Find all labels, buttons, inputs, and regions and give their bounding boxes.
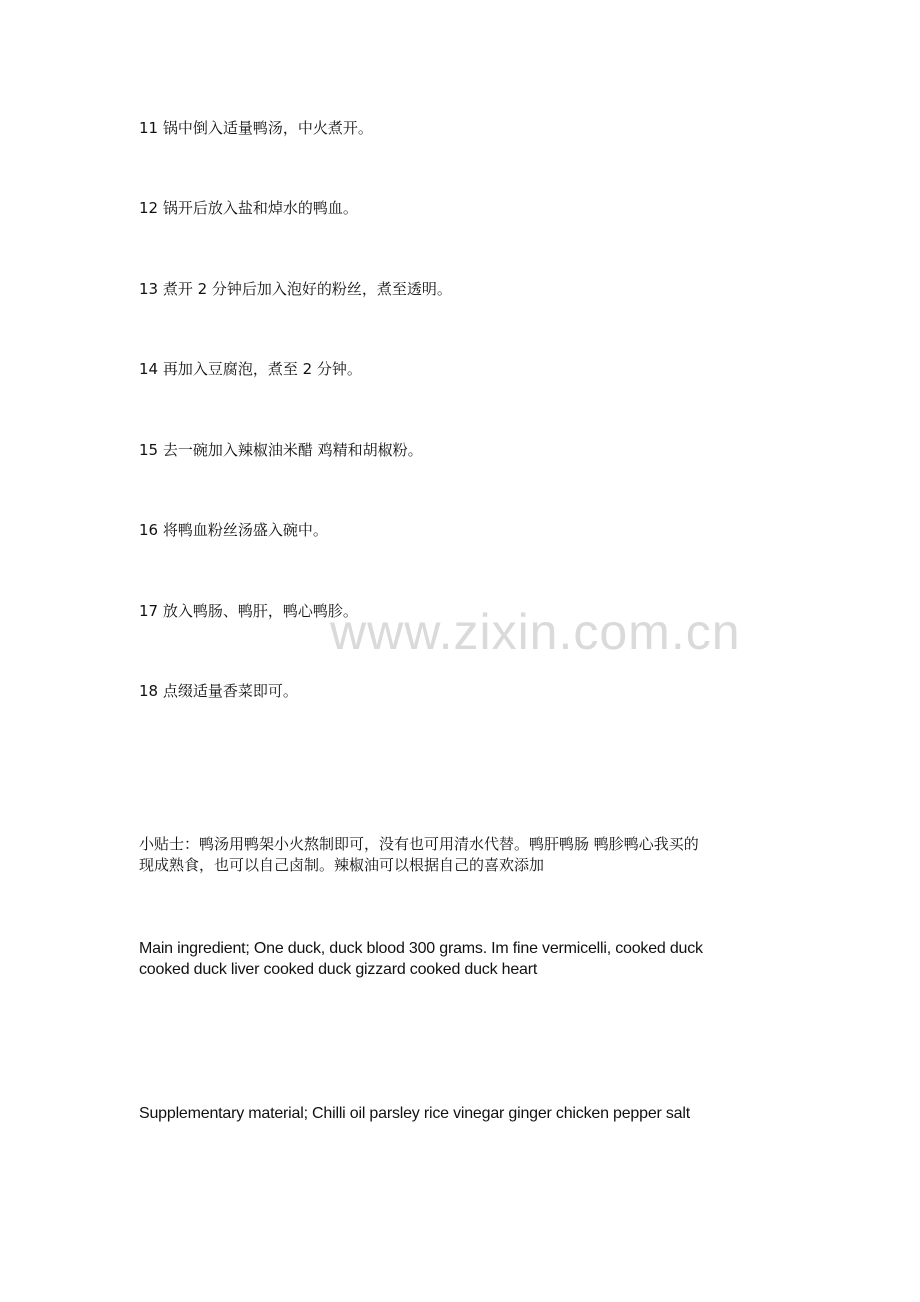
watermark: www.zixin.com.cn bbox=[330, 604, 741, 660]
step-18: 18 点缀适量香菜即可。 bbox=[139, 682, 298, 700]
step-16: 16 将鸭血粉丝汤盛入碗中。 bbox=[139, 521, 328, 539]
step-14: 14 再加入豆腐泡，煮至 2 分钟。 bbox=[139, 360, 362, 378]
tip-line-1: 小贴士：鸭汤用鸭架小火熬制即可，没有也可用清水代替。鸭肝鸭肠 鸭胗鸭心我买的 bbox=[139, 835, 699, 853]
step-15: 15 去一碗加入辣椒油米醋 鸡精和胡椒粉。 bbox=[139, 441, 423, 459]
main-ingredient-line-1: Main ingredient; One duck, duck blood 300 grams. Im fine vermicelli, cooked duck bbox=[139, 940, 703, 957]
tip-paragraph bbox=[139, 834, 789, 876]
supplementary-paragraph: Supplementary material; Chilli oil parsley rice vinegar ginger chicken pepper salt bbox=[139, 1105, 690, 1122]
tip-line-2: 现成熟食，也可以自己卤制。辣椒油可以根据自己的喜欢添加 bbox=[139, 856, 545, 874]
step-12: 12 锅开后放入盐和焯水的鸭血。 bbox=[139, 199, 358, 217]
step-13: 13 煮开 2 分钟后加入泡好的粉丝，煮至透明。 bbox=[139, 280, 452, 298]
main-ingredient-paragraph bbox=[139, 938, 789, 980]
main-ingredient-line-2: cooked duck liver cooked duck gizzard cooked duck heart bbox=[139, 961, 538, 978]
step-11: 11 锅中倒入适量鸭汤，中火煮开。 bbox=[139, 119, 373, 137]
step-17: 17 放入鸭肠、鸭肝，鸭心鸭胗。 bbox=[139, 602, 358, 620]
